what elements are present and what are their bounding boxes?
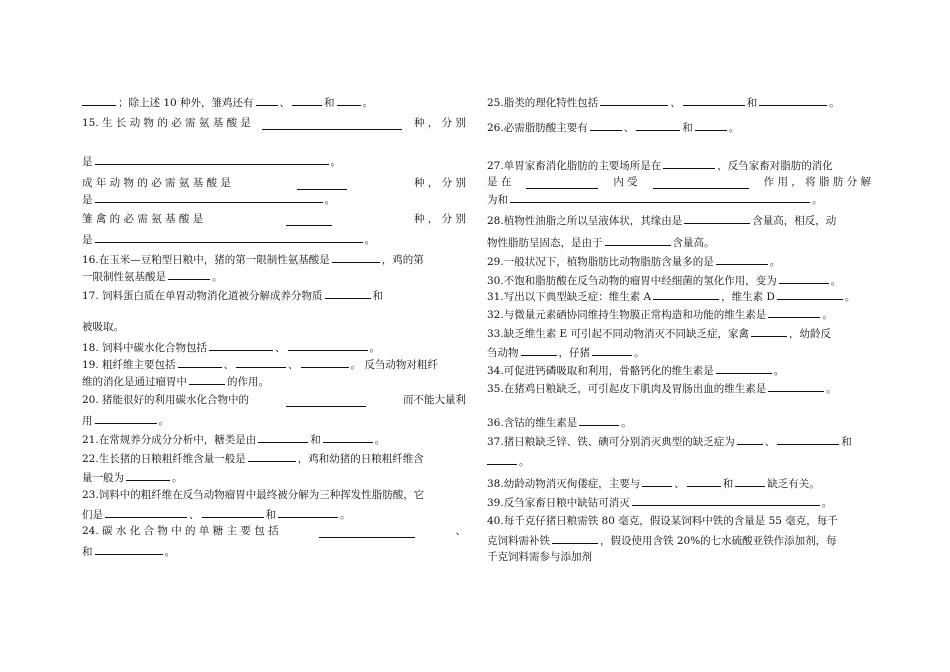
q23-line-1: 23.饲料中的粗纤维在反刍动物瘤胃中最终被分解为三种挥发性脂肪酸，它 xyxy=(82,489,425,501)
q15-adult-line-1: 成 年 动 物 的 必 需 氨 基 酸 是 种 ， 分 别 xyxy=(82,177,466,189)
blank[interactable] xyxy=(687,475,721,487)
q26-line: 26.必需脂肪酸主要有 、 和 。 xyxy=(487,119,871,133)
blank[interactable] xyxy=(636,119,680,131)
q32-line: 32.与微量元素硒协同维持生物膜正常构造和功能的维生素是 。 xyxy=(487,306,871,320)
blank[interactable] xyxy=(683,94,745,106)
q25-line: 25.脂类的理化特性包括 、 和 。 xyxy=(487,94,871,108)
blank[interactable] xyxy=(684,212,750,224)
blank[interactable] xyxy=(737,433,763,445)
blank[interactable] xyxy=(325,287,371,299)
q24-line-2: 和 。 xyxy=(82,543,466,557)
q30-line: 30.不饱和脂肪酸在反刍动物的瘤胃中经细菌的氢化作用，变为 。 xyxy=(487,272,871,286)
blank[interactable] xyxy=(178,356,222,368)
q37-line-1: 37.猪日粮缺乏锌、铁、碘可分别消灭典型的缺乏症为 、 和 xyxy=(487,433,871,447)
blank[interactable] xyxy=(642,475,672,487)
blank[interactable] xyxy=(663,157,715,169)
blank[interactable] xyxy=(319,526,415,538)
q15-poultry-line-1: 雏 禽 的 必 需 氨 基 酸 是 种 ， 分 别 xyxy=(82,213,466,225)
blank[interactable] xyxy=(168,268,210,280)
blank[interactable] xyxy=(297,178,347,190)
blank[interactable] xyxy=(600,94,668,106)
q21-line: 21.在常规养分成分分析中，糖类是由 和 。 xyxy=(82,431,466,445)
q16-line-1: 16.在玉米—豆粕型日粮中，猪的第一限制性氨基酸是 ，鸡的第 xyxy=(82,251,466,265)
blank[interactable] xyxy=(768,306,820,318)
blank[interactable] xyxy=(256,94,278,106)
q39-line: 39.反刍家畜日粮中缺钴可消灭 。 xyxy=(487,494,871,508)
blank[interactable] xyxy=(332,251,380,263)
blank[interactable] xyxy=(209,339,273,351)
q18-line: 18. 饲料中碳水化合物包括 、 。 xyxy=(82,339,466,353)
q15-line-2: 是 。 xyxy=(82,153,466,167)
q28-line-2: 物性脂肪呈固态，是由于 含量高。 xyxy=(487,234,871,248)
blank[interactable] xyxy=(579,414,619,426)
blank[interactable] xyxy=(286,395,366,407)
q33-line-2: 刍动物 ，仔猪 。 xyxy=(487,344,871,358)
blank[interactable] xyxy=(735,475,765,487)
q27-line-1: 27.单胃家畜消化脂肪的主要场所是在 ，反刍家畜对脂肪的消化 xyxy=(487,157,871,171)
q31-line: 31.写出以下典型缺乏症：维生素 A ，维生素 D 。 xyxy=(487,288,871,302)
blank[interactable] xyxy=(95,412,157,424)
q17-line-2: 被吸取。 xyxy=(82,321,124,333)
q38-line: 38.幼龄动物消灭佝偻症，主要与 、 和 缺乏有关。 xyxy=(487,475,871,489)
blank[interactable] xyxy=(95,231,363,243)
blank[interactable] xyxy=(189,373,225,385)
blank[interactable] xyxy=(759,94,827,106)
q15-adult-line-2: 是 。 xyxy=(82,191,466,205)
q17-line-1: 17. 饲料蛋白质在单胃动物消化道被分解成养分物质 和 xyxy=(82,287,466,301)
q35-line: 35.在猪鸡日粮缺乏，可引起皮下肌肉及胃肠出血的维生素是 。 xyxy=(487,380,871,394)
blank[interactable] xyxy=(653,177,749,189)
q27-line-3: 为和 。 xyxy=(487,191,871,205)
blank[interactable] xyxy=(552,532,598,544)
blank[interactable] xyxy=(278,506,338,518)
blank[interactable] xyxy=(777,288,843,300)
q20-line-2: 用 。 xyxy=(82,412,466,426)
blank[interactable] xyxy=(592,344,632,356)
blank[interactable] xyxy=(487,453,517,465)
blank[interactable] xyxy=(716,253,768,265)
q14-line-cont: ；除上述 10 种外，雏鸡还有 、 和 。 xyxy=(82,94,466,108)
blank[interactable] xyxy=(95,543,163,555)
blank[interactable] xyxy=(248,450,296,462)
q33-line-1: 33.缺乏维生素 E 可引起不同动物消灭不同缺乏症，家禽 ，幼龄反 xyxy=(487,325,871,339)
blank[interactable] xyxy=(262,118,402,130)
q22-line-2: 量一般为 。 xyxy=(82,469,466,483)
q37-line-2: 。 xyxy=(487,453,871,467)
q28-line-1: 28.植物性油脂之所以呈液体状，其缘由是 含量高，相反，动 xyxy=(487,212,871,226)
blank[interactable] xyxy=(695,119,727,131)
q40-line-2: 克饲料需补铁 ，假设使用含铁 20%的七水硫酸亚铁作添加剂，每 xyxy=(487,532,871,546)
blank[interactable] xyxy=(337,94,361,106)
blank[interactable] xyxy=(286,214,332,226)
q16-line-2: 一限制性氨基酸是 。 xyxy=(82,268,466,282)
q20-line-1: 20. 猪能很好的利用碳水化合物中的 而不能大量利 xyxy=(82,394,466,406)
blank[interactable] xyxy=(288,339,368,351)
q24-line-1: 24. 碳 水 化 合 物 中 的 单 糖 主 要 包 括 、 xyxy=(82,525,466,537)
q40-line-1: 40.每千克仔猪日粮需铁 80 毫克，假设某饲料中铁的含量是 55 毫克，每千 xyxy=(487,515,838,527)
q36-line: 36.含钴的维生素是 。 xyxy=(487,414,871,428)
q29-line: 29.一般状况下，植物脂肪比动物脂肪含量多的是 。 xyxy=(487,253,871,267)
q15-line-1: 15. 生 长 动 物 的 必 需 氨 基 酸 是 种 ， 分 别 xyxy=(82,117,466,129)
blank[interactable] xyxy=(605,234,671,246)
blank[interactable] xyxy=(258,431,308,443)
blank[interactable] xyxy=(653,288,719,300)
q34-line: 34.可促进钙磷吸取和利用，骨骼钙化的维生素是 。 xyxy=(487,362,871,376)
q40-line-3: 千克饲料需参与添加剂 xyxy=(487,551,592,563)
blank[interactable] xyxy=(236,356,286,368)
blank[interactable] xyxy=(95,153,329,165)
q15-poultry-line-2: 是 。 xyxy=(82,231,466,245)
blank[interactable] xyxy=(777,433,839,445)
q19-line-1: 19. 粗纤维主要包括 、 、 。 反刍动物对粗纤 xyxy=(82,356,466,370)
blank[interactable] xyxy=(751,325,787,337)
blank[interactable] xyxy=(95,191,323,203)
q27-line-2: 是 在 内 受 作 用 ， 将 脂 肪 分 解 xyxy=(487,176,871,188)
blank[interactable] xyxy=(202,506,264,518)
blank[interactable] xyxy=(292,94,322,106)
blank[interactable] xyxy=(526,177,598,189)
blank[interactable] xyxy=(82,94,116,106)
blank[interactable] xyxy=(632,494,820,506)
q23-line-2: 们是 、 和 。 xyxy=(82,506,466,520)
blank[interactable] xyxy=(323,431,373,443)
blank[interactable] xyxy=(105,506,187,518)
blank[interactable] xyxy=(301,356,349,368)
blank[interactable] xyxy=(126,469,170,481)
blank[interactable] xyxy=(716,362,772,374)
q22-line-1: 22.生长猪的日粮粗纤维含量一般是 ，鸡和幼猪的日粮粗纤维含 xyxy=(82,450,466,464)
blank[interactable] xyxy=(768,380,824,392)
blank[interactable] xyxy=(510,191,810,203)
q19-line-2: 维的消化是通过瘤胃中 的作用。 xyxy=(82,373,466,387)
blank[interactable] xyxy=(521,344,557,356)
blank[interactable] xyxy=(779,272,829,284)
blank[interactable] xyxy=(590,119,622,131)
